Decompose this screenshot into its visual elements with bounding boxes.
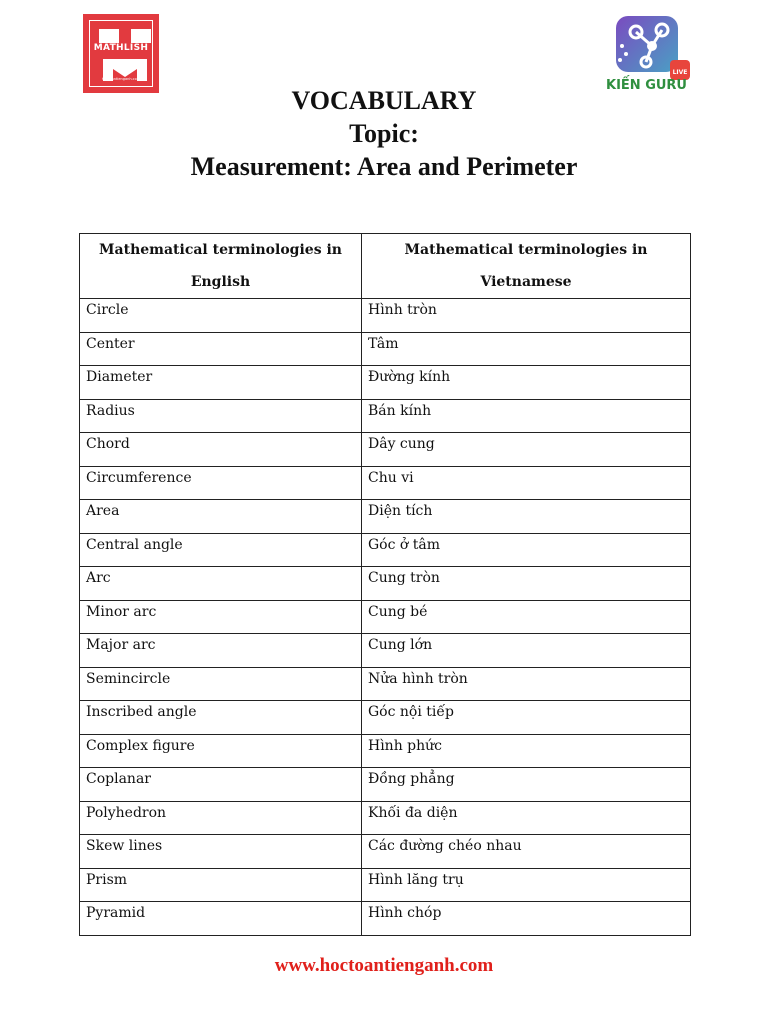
mathlish-logo (83, 14, 159, 93)
table-row (80, 634, 691, 668)
table-row (80, 801, 691, 835)
table-row (80, 768, 691, 802)
vietnamese-term: Cung lớn (362, 634, 691, 668)
header-english: Mathematical terminologies in English (80, 234, 362, 299)
header-vietnamese: Mathematical terminologies in Vietnamese (362, 234, 691, 299)
english-term: Coplanar (80, 768, 362, 802)
vietnamese-term: Tâm (362, 332, 691, 366)
table-header-row (80, 234, 691, 299)
vietnamese-term: Hình phức (362, 734, 691, 768)
english-term: Center (80, 332, 362, 366)
title-block (0, 84, 768, 183)
english-term: Complex figure (80, 734, 362, 768)
mathlish-site: hoctoantienganh.com (101, 77, 141, 81)
vietnamese-term: Cung bé (362, 600, 691, 634)
kien-guru-tile (616, 16, 678, 72)
vietnamese-term: Bán kính (362, 399, 691, 433)
table-row (80, 667, 691, 701)
title-vocabulary: VOCABULARY (291, 86, 477, 115)
table-row (80, 902, 691, 936)
english-term: Radius (80, 399, 362, 433)
vietnamese-term: Hình chóp (362, 902, 691, 936)
vietnamese-term: Góc nội tiếp (362, 701, 691, 735)
vietnamese-term: Đồng phẳng (362, 768, 691, 802)
kien-guru-name: KIẾN GURU (606, 78, 687, 93)
english-term: Skew lines (80, 835, 362, 869)
vietnamese-term: Hình lăng trụ (362, 868, 691, 902)
vietnamese-term: Cung tròn (362, 567, 691, 601)
vietnamese-term: Góc ở tâm (362, 533, 691, 567)
english-term: Semincircle (80, 667, 362, 701)
vietnamese-term: Diện tích (362, 500, 691, 534)
vietnamese-term: Khối đa diện (362, 801, 691, 835)
live-badge: LIVE (670, 60, 690, 80)
vietnamese-term: Nửa hình tròn (362, 667, 691, 701)
table-row (80, 533, 691, 567)
english-term: Pyramid (80, 902, 362, 936)
vocabulary-table (79, 233, 691, 936)
english-term: Diameter (80, 366, 362, 400)
table-row (80, 835, 691, 869)
mathlish-wordmark: MATHLISH (93, 43, 149, 53)
footer-url[interactable]: www.hoctoantienganh.com (274, 955, 494, 976)
english-term: Arc (80, 567, 362, 601)
vietnamese-term: Chu vi (362, 466, 691, 500)
table-row (80, 399, 691, 433)
table-row (80, 433, 691, 467)
table-row (80, 868, 691, 902)
english-term: Chord (80, 433, 362, 467)
english-term: Circle (80, 299, 362, 333)
table-row (80, 332, 691, 366)
table-row (80, 701, 691, 735)
vietnamese-term: Hình tròn (362, 299, 691, 333)
table-row (80, 567, 691, 601)
vietnamese-term: Các đường chéo nhau (362, 835, 691, 869)
title-topic: Topic: (349, 119, 419, 148)
table-row (80, 600, 691, 634)
mathlish-logo-frame (89, 20, 153, 87)
english-term: Major arc (80, 634, 362, 668)
english-term: Central angle (80, 533, 362, 567)
table-row (80, 366, 691, 400)
table-row (80, 466, 691, 500)
vietnamese-term: Dây cung (362, 433, 691, 467)
vietnamese-term: Đường kính (362, 366, 691, 400)
network-icon (616, 16, 678, 72)
english-term: Minor arc (80, 600, 362, 634)
english-term: Polyhedron (80, 801, 362, 835)
english-term: Circumference (80, 466, 362, 500)
table-row (80, 734, 691, 768)
table-row (80, 299, 691, 333)
title-subject: Measurement: Area and Perimeter (190, 152, 578, 181)
table-row (80, 500, 691, 534)
english-term: Prism (80, 868, 362, 902)
english-term: Area (80, 500, 362, 534)
english-term: Inscribed angle (80, 701, 362, 735)
